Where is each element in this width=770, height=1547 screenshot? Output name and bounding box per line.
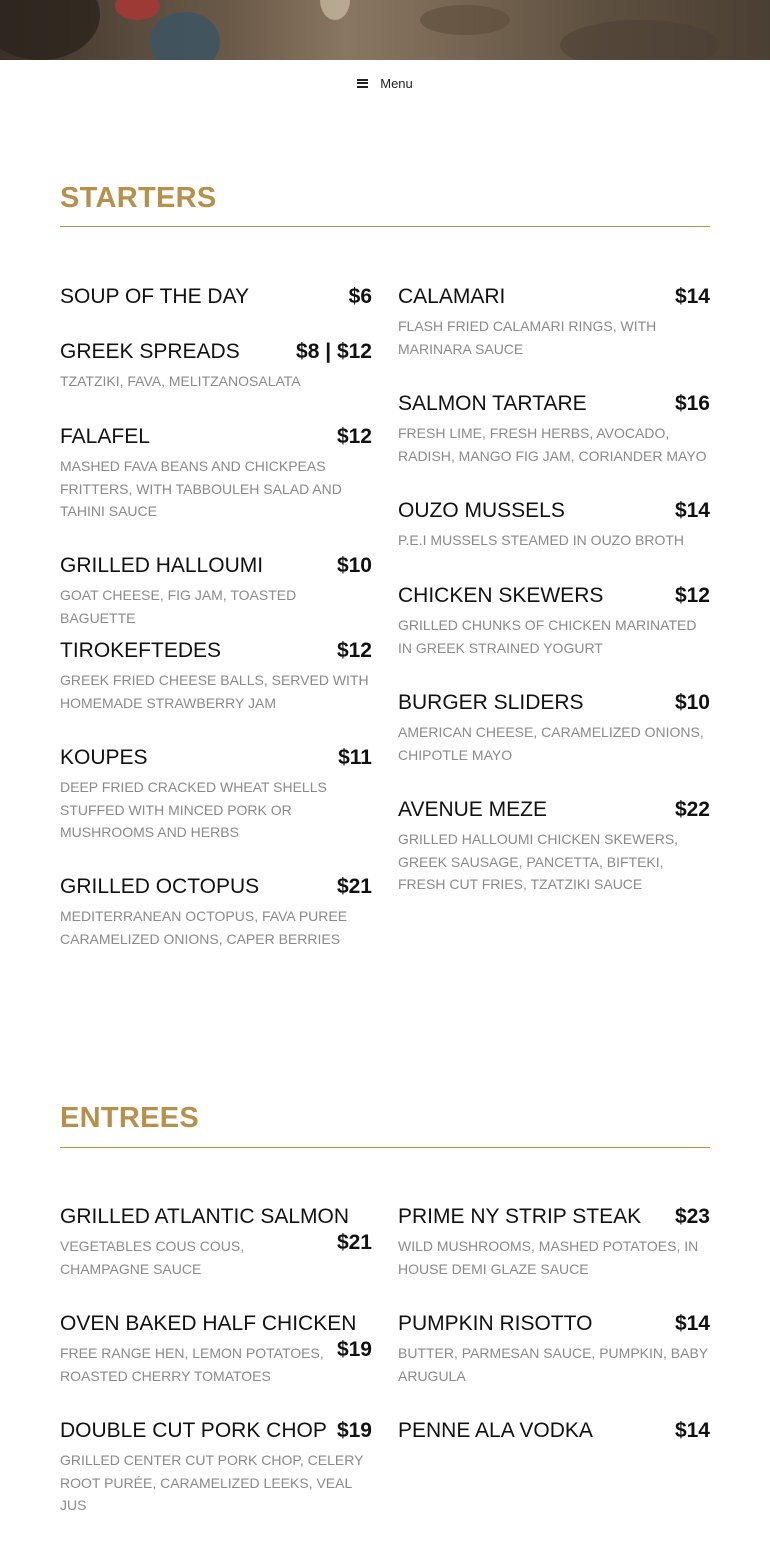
item-price: $19: [336, 1338, 372, 1361]
item-description: FREE RANGE HEN, LEMON POTATOES, ROASTED CHERRY TOMATOES: [60, 1345, 324, 1384]
item-name: AVENUE MEZE: [398, 798, 547, 821]
item-description: GRILLED HALLOUMI CHICKEN SKEWERS, GREEK SAUSAGE, PANCETTA, BIFTEKI, FRESH CUT FRIES, TZATZIKI SAUCE: [398, 831, 679, 892]
item-name: FALAFEL: [60, 425, 150, 448]
item-name: OVEN BAKED HALF CHICKEN: [60, 1312, 357, 1335]
item-name: KOUPES: [60, 746, 148, 769]
item-price: $23: [674, 1205, 710, 1228]
item-name: DOUBLE CUT PORK CHOP: [60, 1419, 327, 1442]
item-description: WILD MUSHROOMS, MASHED POTATOES, IN HOUSE DEMI GLAZE SAUCE: [398, 1238, 699, 1277]
item-price: $21: [336, 875, 372, 898]
item-description: FRESH LIME, FRESH HERBS, AVOCADO, RADISH, MANGO FIG JAM, CORIANDER MAYO: [398, 425, 707, 464]
menu-toggle[interactable]: [0, 60, 770, 106]
menu-item: [398, 391, 710, 467]
menu-item: [60, 638, 372, 714]
section-title-starters: STARTERS: [60, 182, 217, 214]
item-name: SOUP OF THE DAY: [60, 285, 250, 308]
menu-item: [60, 284, 372, 310]
item-description: DEEP FRIED CRACKED WHEAT SHELLS STUFFED WITH MINCED PORK OR MUSHROOMS AND HERBS: [60, 779, 327, 840]
item-price: $21: [336, 1231, 372, 1254]
item-price: $12: [674, 584, 710, 607]
item-name: PENNE ALA VODKA: [398, 1419, 593, 1442]
item-price: $19: [336, 1419, 372, 1442]
menu-item: [398, 1418, 710, 1444]
item-price: $22: [674, 798, 710, 821]
item-price: $10: [674, 691, 710, 714]
item-description: GREEK FRIED CHEESE BALLS, SERVED WITH HOMEMADE STRAWBERRY JAM: [60, 672, 369, 711]
item-price: $14: [674, 1312, 710, 1335]
section-divider: [60, 1147, 710, 1148]
item-description: FLASH FRIED CALAMARI RINGS, WITH MARINARA SAUCE: [398, 318, 657, 357]
menu-item: [60, 745, 372, 844]
item-price: $14: [674, 285, 710, 308]
item-description: MASHED FAVA BEANS AND CHICKPEAS FRITTERS, WITH TABBOULEH SALAD AND TAHINI SAUCE: [60, 458, 342, 519]
item-price: $12: [336, 425, 372, 448]
item-name: CHICKEN SKEWERS: [398, 584, 604, 607]
item-name: BURGER SLIDERS: [398, 691, 584, 714]
item-description: VEGETABLES COUS COUS, CHAMPAGNE SAUCE: [60, 1238, 245, 1277]
hamburger-icon: [357, 79, 368, 88]
menu-item: [398, 797, 710, 896]
item-description: GRILLED CENTER CUT PORK CHOP, CELERY ROOT PURÉE, CARAMELIZED LEEKS, VEAL JUS: [60, 1452, 364, 1513]
hero-shadow: [0, 0, 100, 60]
item-price: $14: [674, 499, 710, 522]
item-name: GRILLED OCTOPUS: [60, 875, 260, 898]
menu-item: [398, 690, 710, 766]
section-divider: [60, 226, 710, 227]
item-description: BUTTER, PARMESAN SAUCE, PUMPKIN, BABY ARUGULA: [398, 1345, 708, 1384]
item-price: $16: [674, 392, 710, 415]
item-price: $8 | $12: [296, 340, 372, 363]
hero-red-cap: [115, 0, 160, 20]
hero-table: [420, 5, 510, 35]
menu-item: [398, 1204, 710, 1280]
menu-item: [60, 874, 372, 950]
menu-item: [398, 583, 710, 659]
item-name: GRILLED ATLANTIC SALMON: [60, 1205, 350, 1228]
hero-person: [150, 12, 220, 60]
menu-item: [398, 284, 710, 360]
item-price: $12: [336, 639, 372, 662]
hero-banner-image: [0, 0, 770, 60]
item-name: SALMON TARTARE: [398, 392, 587, 415]
item-price: $11: [338, 746, 372, 769]
hero-chairs: [560, 20, 720, 60]
menu-item: [398, 498, 710, 552]
item-description: P.E.I MUSSELS STEAMED IN OUZO BROTH: [398, 532, 685, 548]
item-name: CALAMARI: [398, 285, 506, 308]
item-name: PRIME NY STRIP STEAK: [398, 1205, 642, 1228]
menu-label: Menu: [380, 75, 413, 91]
item-name: TIROKEFTEDES: [60, 639, 222, 662]
menu-item: [60, 1204, 372, 1280]
item-price: $10: [336, 554, 372, 577]
item-description: AMERICAN CHEESE, CARAMELIZED ONIONS, CHIPOTLE MAYO: [398, 724, 704, 763]
menu-item: [60, 1418, 372, 1517]
menu-item: [60, 553, 372, 629]
menu-item: [60, 1311, 372, 1387]
item-description: TZATZIKI, FAVA, MELITZANOSALATA: [60, 373, 301, 389]
menu-item: [60, 339, 372, 393]
section-title-entrees: ENTREES: [60, 1102, 200, 1134]
item-price: $6: [348, 285, 372, 308]
hero-figure: [320, 0, 350, 20]
item-name: OUZO MUSSELS: [398, 499, 565, 522]
item-price: $14: [674, 1419, 710, 1442]
menu-item: [60, 424, 372, 523]
item-name: GREEK SPREADS: [60, 340, 240, 363]
item-description: MEDITERRANEAN OCTOPUS, FAVA PUREE CARAMELIZED ONIONS, CAPER BERRIES: [60, 908, 348, 947]
item-description: GRILLED CHUNKS OF CHICKEN MARINATED IN GREEK STRAINED YOGURT: [398, 617, 697, 656]
item-name: PUMPKIN RISOTTO: [398, 1312, 593, 1335]
menu-item: [398, 1311, 710, 1387]
item-name: GRILLED HALLOUMI: [60, 554, 264, 577]
item-description: GOAT CHEESE, FIG JAM, TOASTED BAGUETTE: [60, 587, 297, 626]
